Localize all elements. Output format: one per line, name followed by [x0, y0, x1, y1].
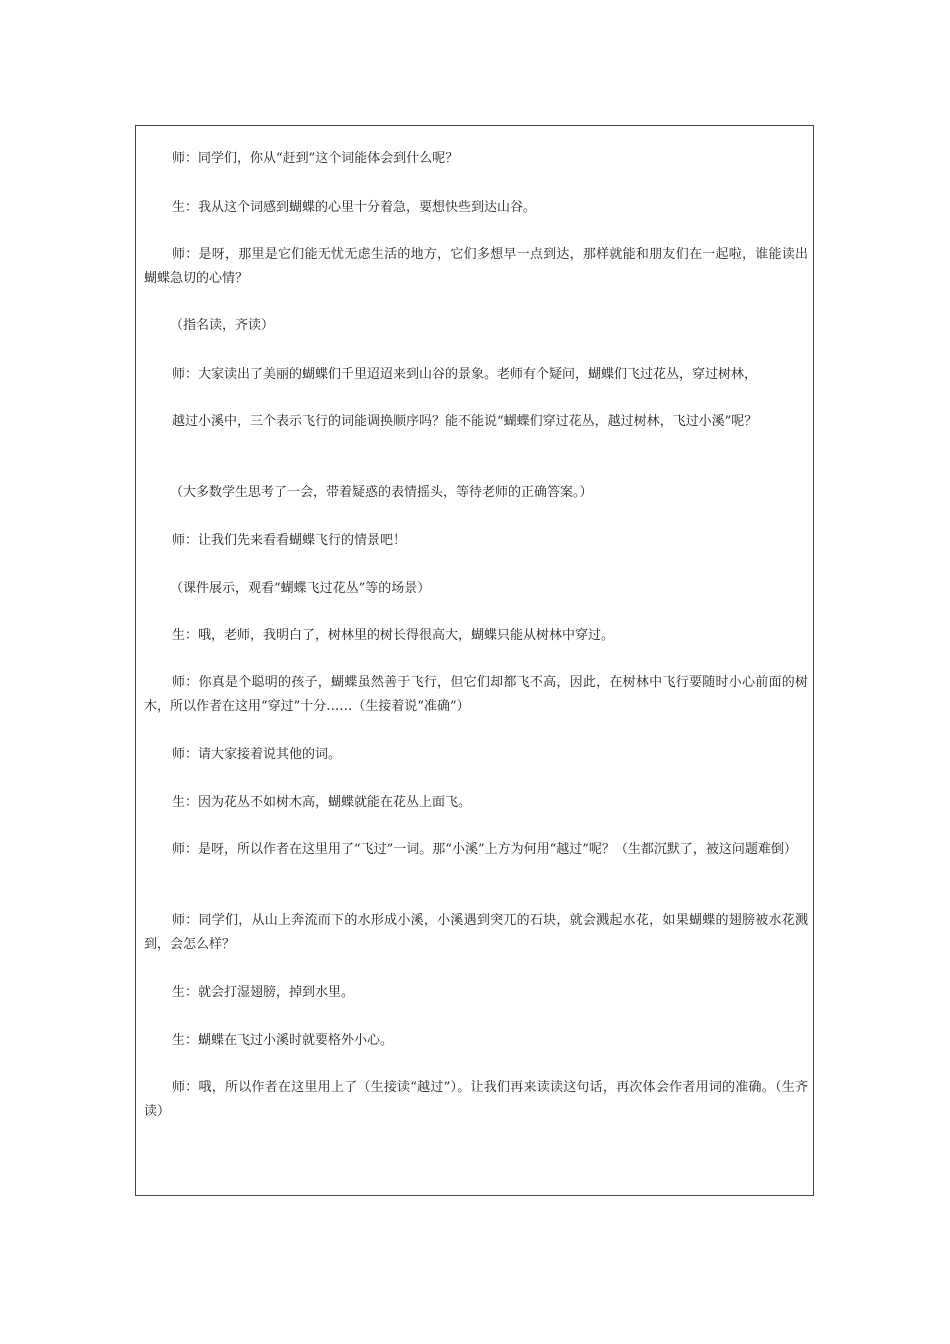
paragraph-18: 师：哦，所以作者在这里用上了（生接读“越过”）。让我们再来读读这句话，再次体会作者用词的准确。（生齐读） [144, 1080, 808, 1119]
paragraph-11: 师：你真是个聪明的孩子，蝴蝶虽然善于飞行，但它们却都飞不高，因此，在树林中飞行要随时小心前面的树木，所以作者在这用“穿过”十分……（生接着说“准确”） [144, 675, 808, 714]
paragraph-8: 师：让我们先来看看蝴蝶飞行的情景吧！ [172, 533, 407, 548]
paragraph-1: 师：同学们，你从“赶到”这个词能体会到什么呢？ [172, 151, 459, 166]
paragraph-15: 师：同学们，从山上奔流而下的水形成小溪，小溪遇到突兀的石块，就会溅起水花，如果蝴蝶的翅膀被水花溅到，会怎么样？ [144, 913, 808, 952]
paragraph-9: （课件展示，观看“蝴蝶飞过花丛”等的场景） [170, 581, 431, 596]
paragraph-5: 师：大家读出了美丽的蝴蝶们千里迢迢来到山谷的景象。老师有个疑问，蝴蝶们飞过花丛，穿过树林， [172, 367, 758, 382]
paragraph-13: 生：因为花丛不如树木高，蝴蝶就能在花丛上面飞。 [172, 795, 472, 810]
paragraph-12: 师：请大家接着说其他的词。 [172, 747, 342, 762]
paragraph-7: （大多数学生思考了一会，带着疑惑的表情摇头，等待老师的正确答案。） [170, 485, 593, 500]
paragraph-3: 师：是呀，那里是它们能无忧无虑生活的地方，它们多想早一点到达，那样就能和朋友们在一起啦，谁能读出蝴蝶急切的心情？ [144, 247, 808, 286]
paragraph-4: （指名读，齐读） [170, 318, 275, 333]
paragraph-10: 生：哦，老师，我明白了，树林里的树长得很高大，蝴蝶只能从树林中穿过。 [172, 628, 615, 643]
paragraph-16: 生：就会打湿翅膀，掉到水里。 [172, 985, 355, 1000]
paragraph-14: 师：是呀，所以作者在这里用了“飞过”一词。那“小溪”上方为何用“越过”呢？（生都沉默了，被这问题难倒） [172, 842, 797, 857]
paragraph-6: 越过小溪中，三个表示飞行的词能调换顺序吗？能不能说“蝴蝶们穿过花丛，越过树林，飞过小溪”呢？ [172, 414, 758, 429]
paragraph-2: 生：我从这个词感到蝴蝶的心里十分着急，要想快些到达山谷。 [172, 200, 537, 215]
paragraph-17: 生：蝴蝶在飞过小溪时就要格外小心。 [172, 1033, 394, 1048]
